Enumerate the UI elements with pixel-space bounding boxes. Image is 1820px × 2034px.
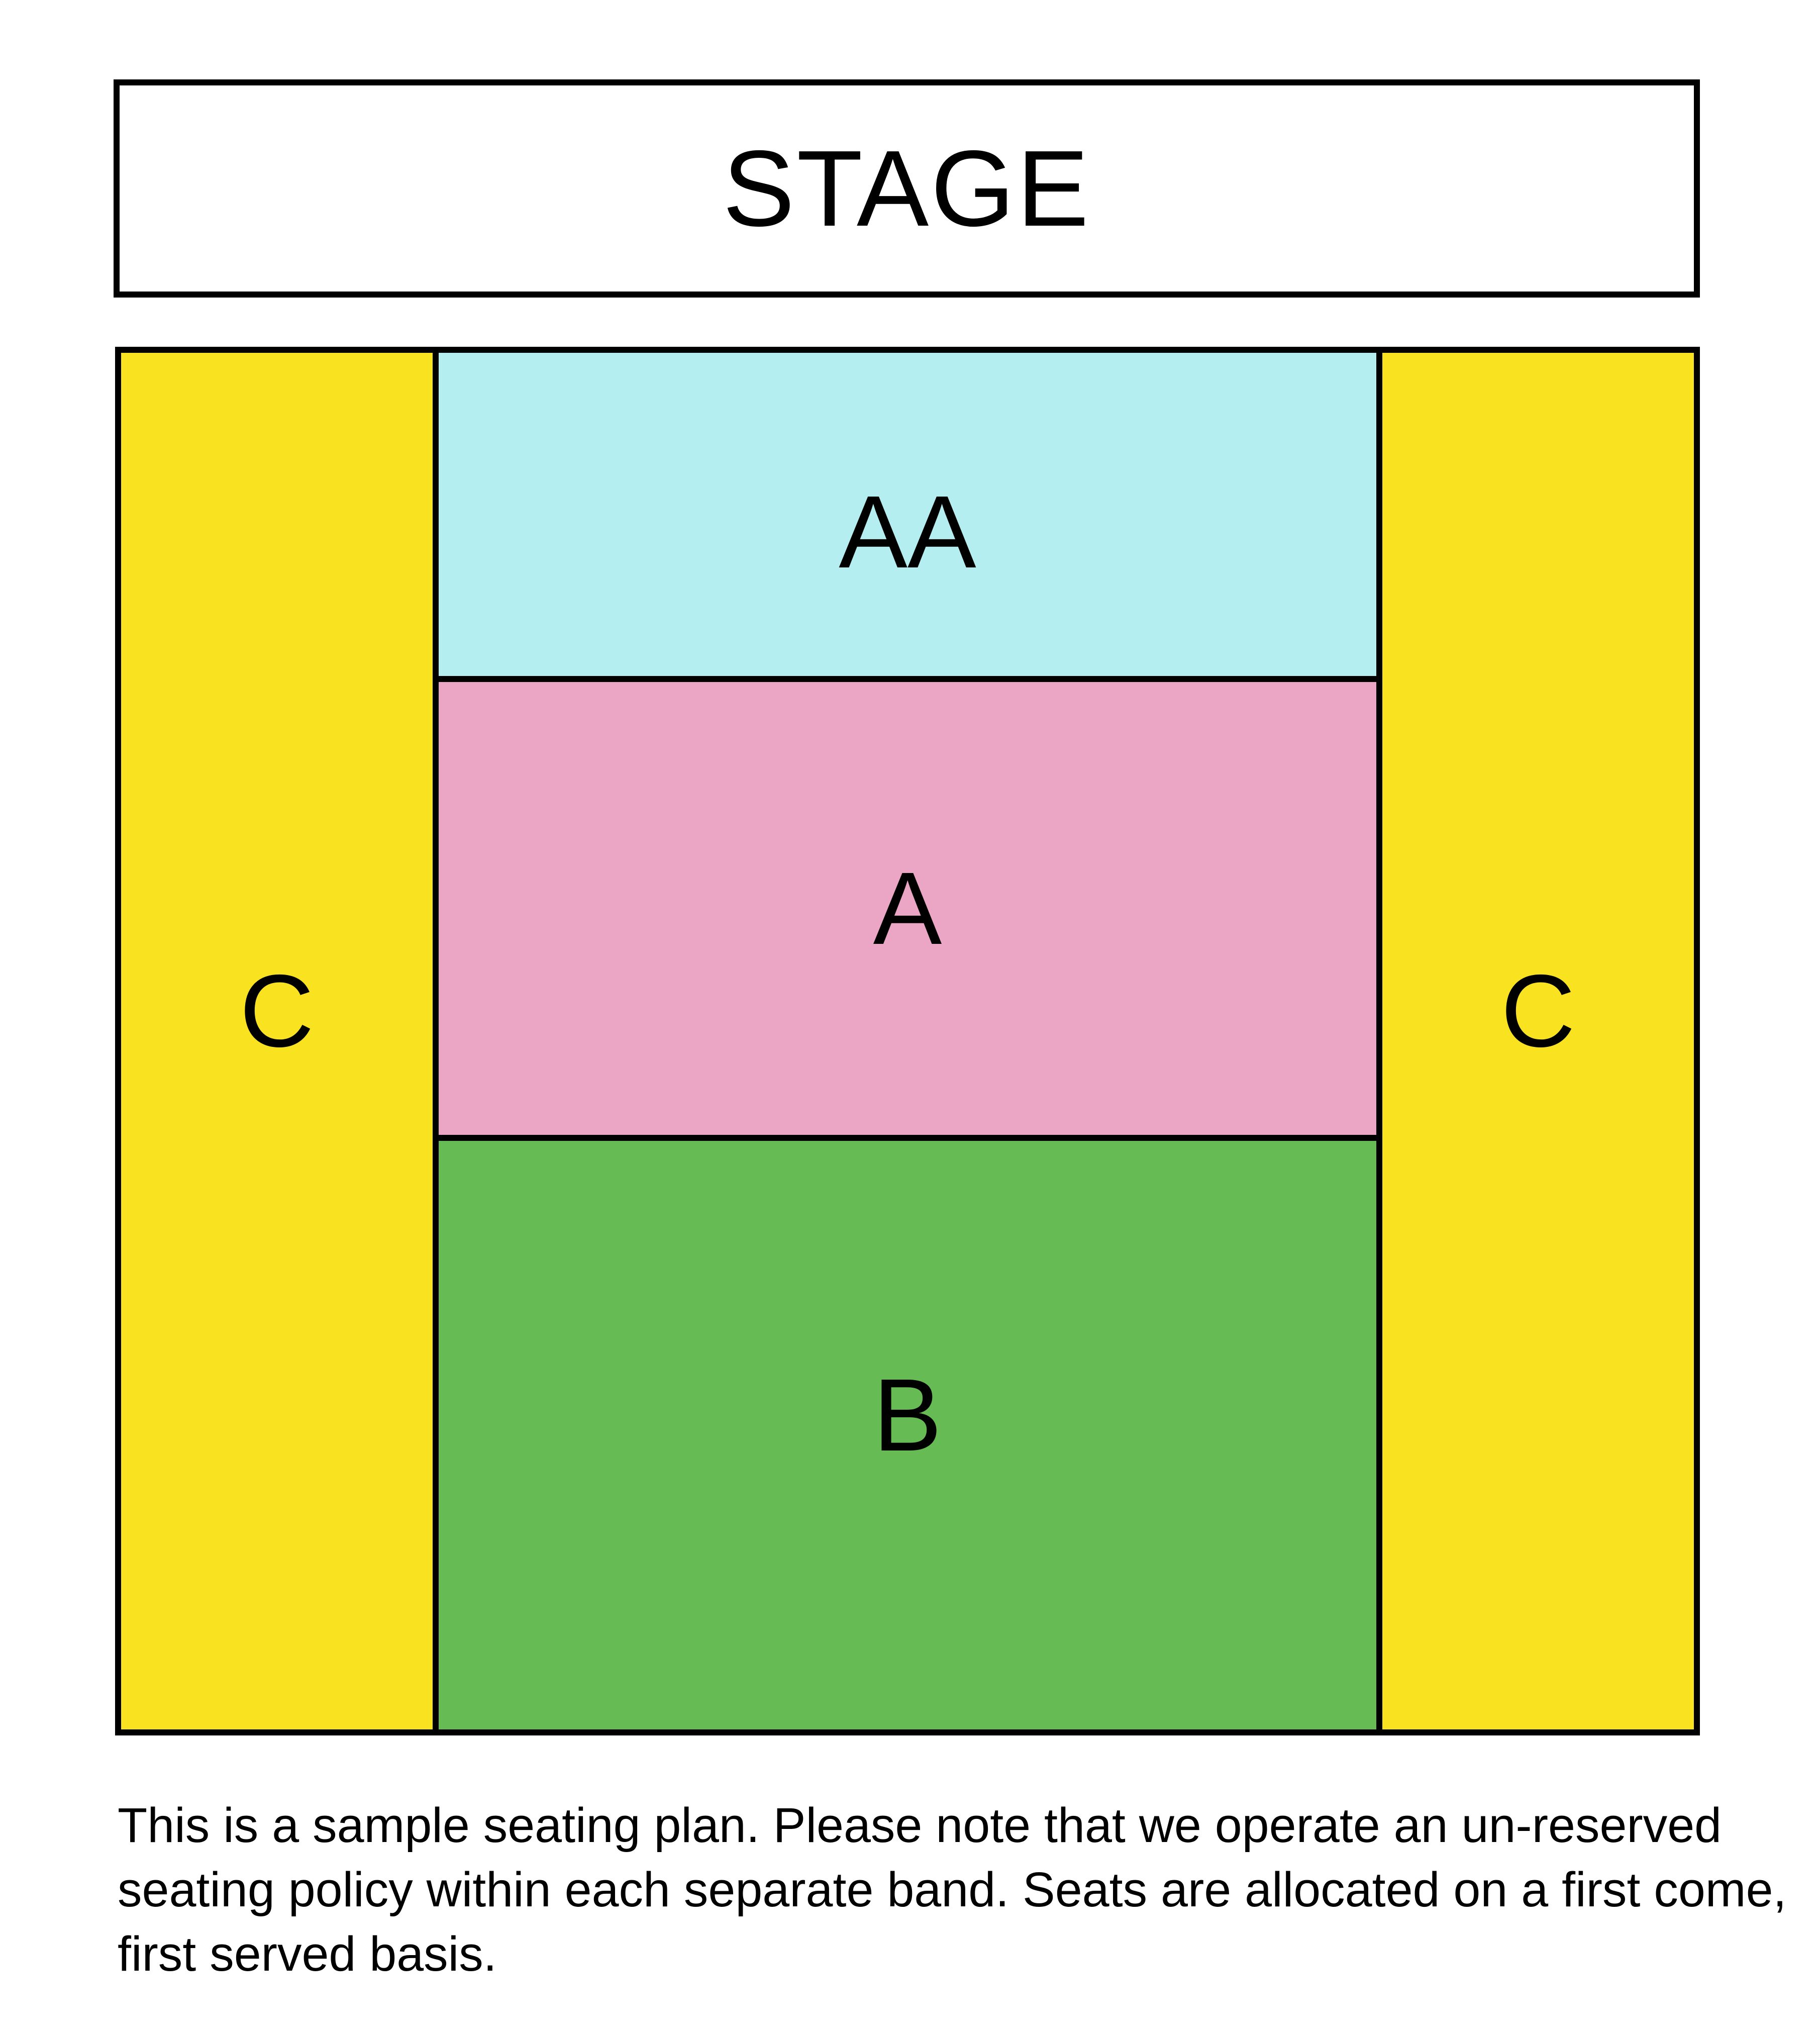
section-c-left-label: C [239, 953, 315, 1069]
seating-map [115, 347, 1700, 1735]
section-a [439, 682, 1376, 1135]
stage-box [114, 79, 1700, 298]
section-c-left [121, 353, 433, 1729]
section-aa [439, 353, 1376, 676]
section-b [439, 1141, 1376, 1729]
section-b-label: B [873, 1357, 942, 1473]
note-text: This is a sample seating plan. Please note that we operate an un-reserved seating policy within each separate band. Seats are allocated on a first come, first served basis. [118, 1798, 1787, 1982]
section-a-label: A [873, 850, 942, 966]
section-c-right [1382, 353, 1694, 1729]
stage-label: STAGE [723, 128, 1091, 249]
section-aa-label: AA [839, 474, 976, 590]
section-c-right-label: C [1500, 953, 1576, 1069]
